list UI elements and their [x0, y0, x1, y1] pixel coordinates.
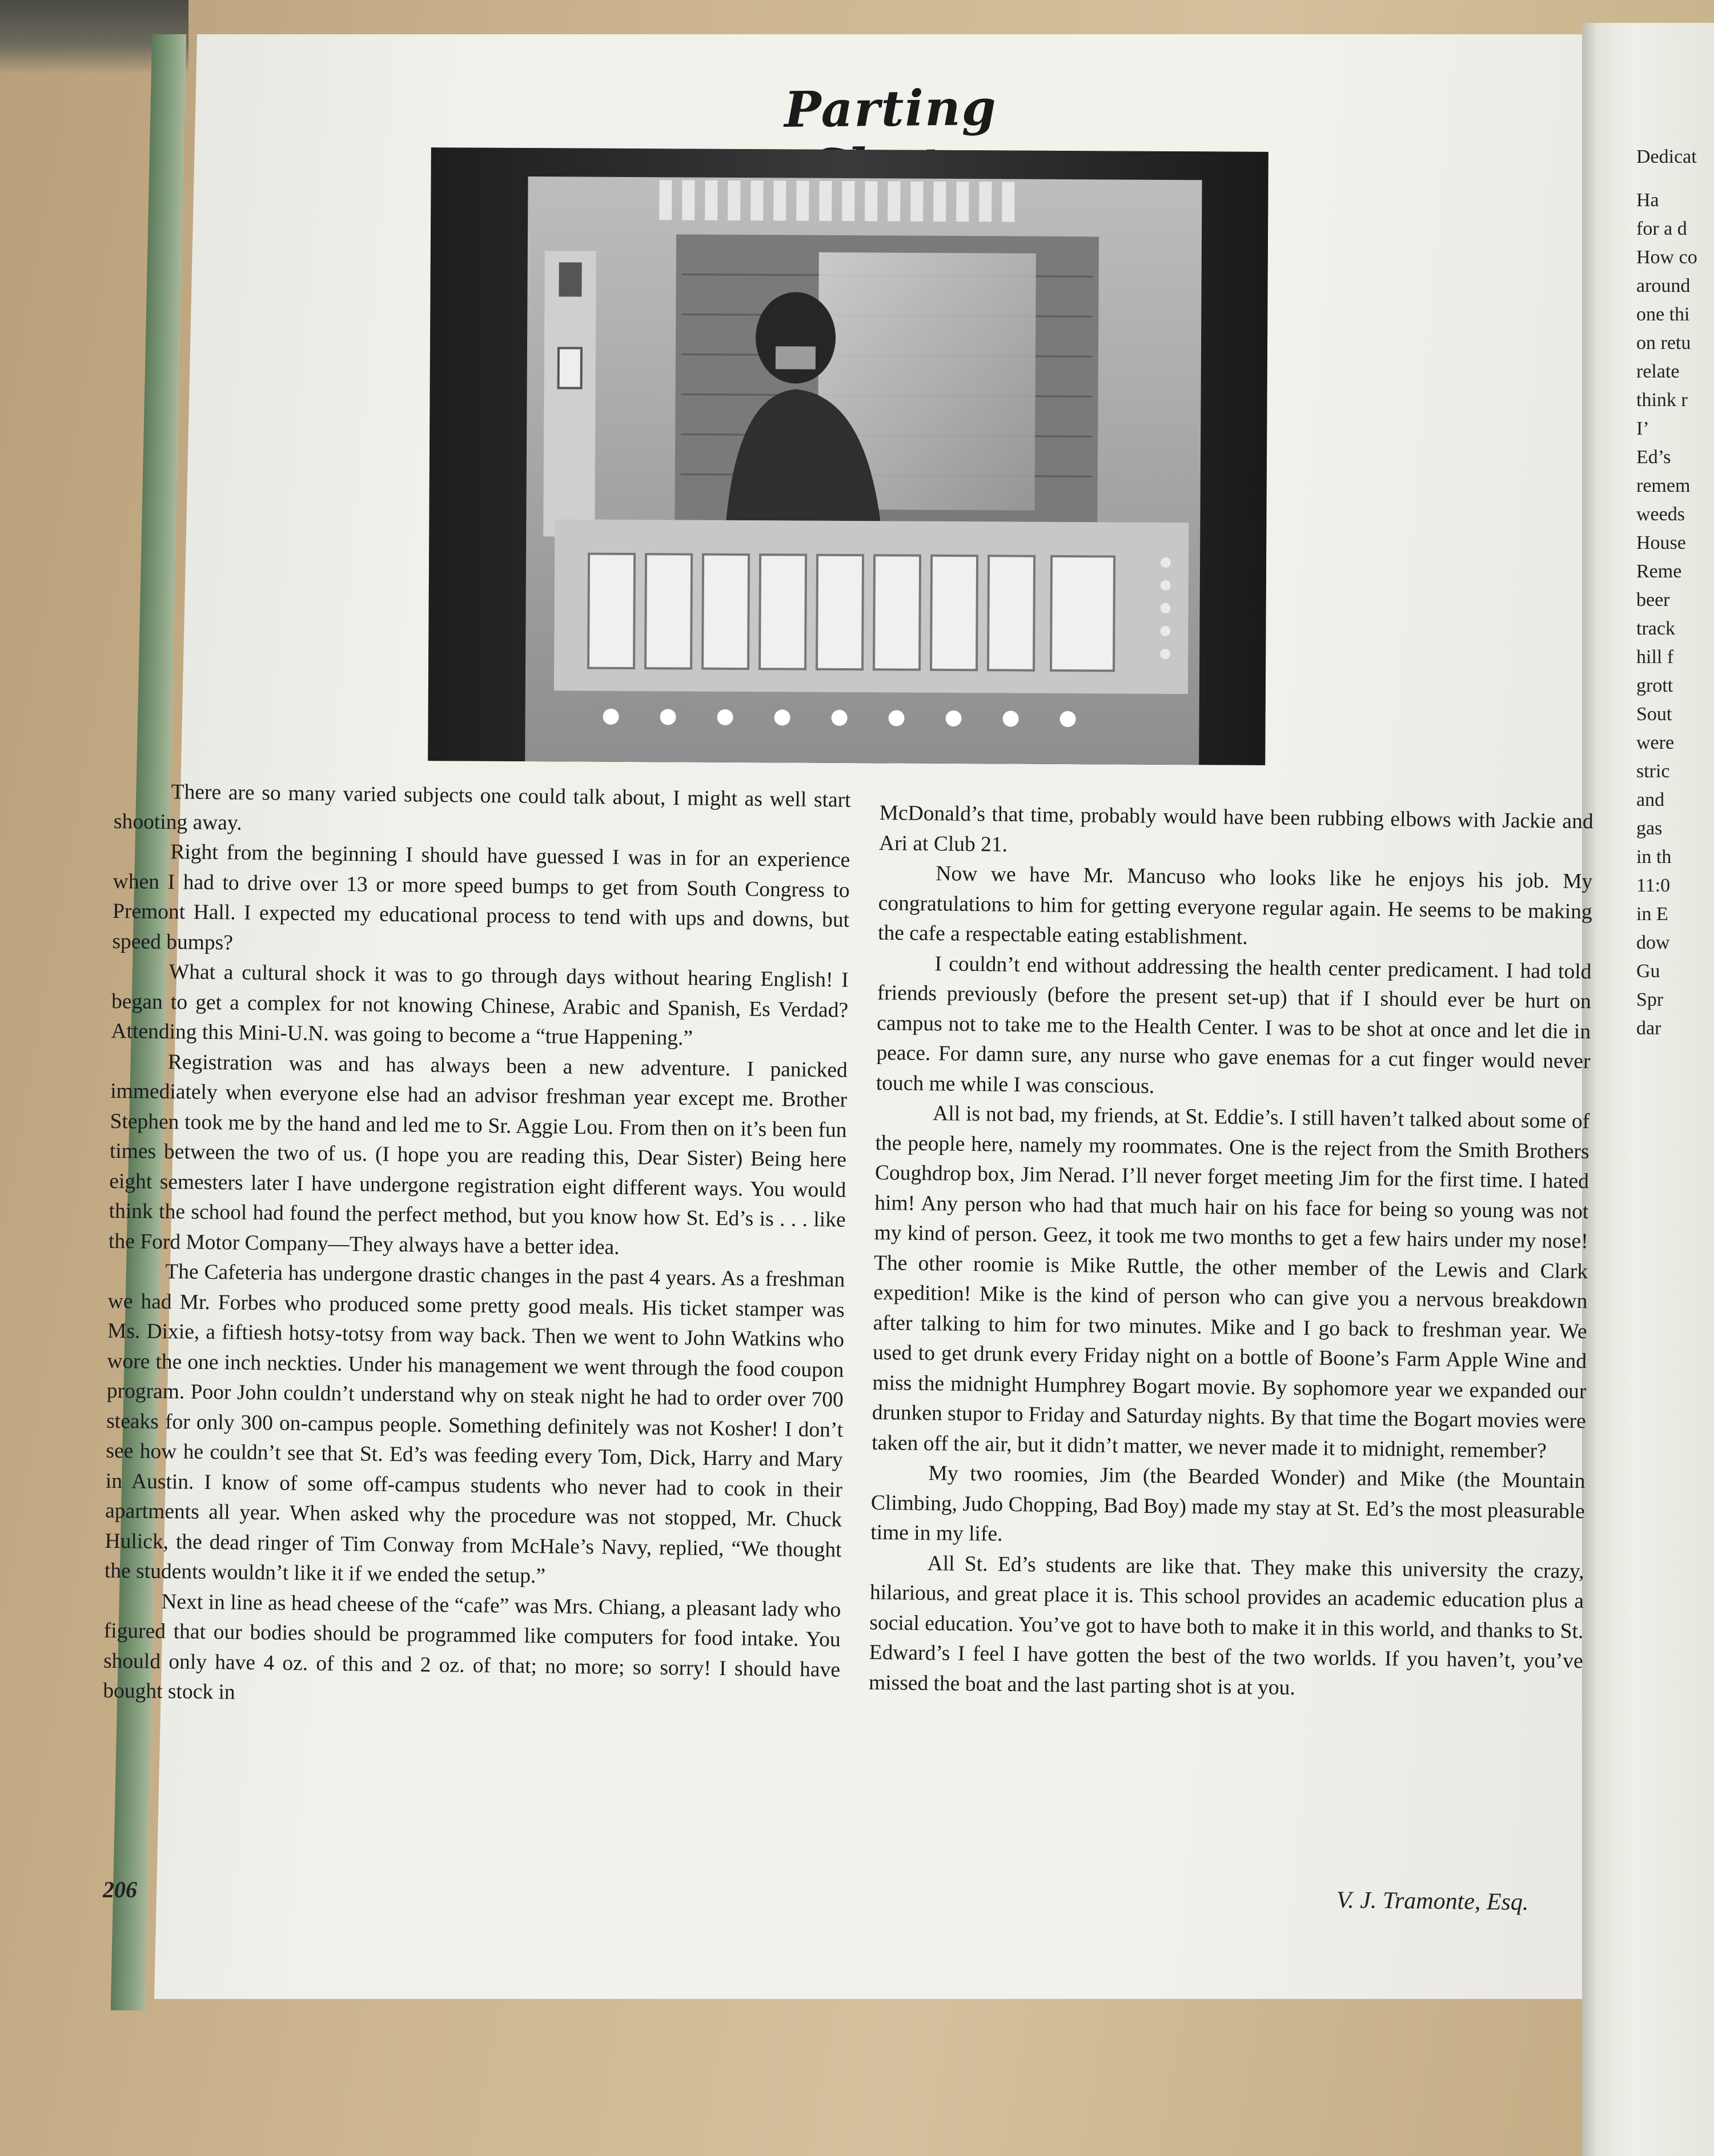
- facing-line: relate: [1636, 361, 1680, 382]
- facing-line: one thi: [1636, 304, 1690, 325]
- facing-line: hill f: [1636, 647, 1674, 668]
- paragraph: There are so many varied subjects one could talk about, I might as well start shooting away.: [113, 780, 851, 835]
- facing-line: were: [1636, 732, 1675, 753]
- photograph: [428, 147, 1269, 765]
- facing-line: dow: [1636, 932, 1670, 953]
- facing-line: Reme: [1636, 561, 1682, 582]
- facing-line: think r: [1636, 390, 1688, 411]
- facing-fragments: [1636, 186, 1714, 1043]
- vending-machine-photo: [428, 147, 1269, 765]
- paragraph: What a cultural shock it was to go through days without hearing English! I began to get a complex for not knowing Chinese, Arabic and Spanish, Es Verdad? Attending this Mini-U.N. was going to become a “true Happening.”: [111, 960, 849, 1050]
- facing-page-text: [1636, 143, 1714, 1043]
- facing-line: weeds: [1636, 504, 1685, 525]
- facing-line: House: [1636, 532, 1686, 553]
- paragraph: Next in line as head cheese of the “cafe” was Mrs. Chiang, a pleasant lady who figured that our bodies should be programmed like computers for food intake. You should only have 4 oz. of this and 2 oz. of that; no more; so sorry! I should have bought stock in: [103, 1589, 841, 1704]
- facing-line: dar: [1636, 1018, 1661, 1039]
- facing-line: beer: [1636, 589, 1670, 611]
- paragraph: Now we have Mr. Mancuso who looks like he enjoys his job. My congratulations to him for getting everyone regular again. He seems to be making the cafe a respectable eating establishment.: [877, 862, 1593, 949]
- facing-line: in E: [1636, 904, 1668, 925]
- facing-line: Ha: [1636, 190, 1659, 211]
- facing-line: stric: [1636, 761, 1670, 782]
- facing-line: for a d: [1636, 218, 1687, 239]
- left-column: [103, 777, 851, 1715]
- paragraph: My two roomies, Jim (the Bearded Wonder) and Mike (the Mountain Climbing, Judo Chopping, Bad Boy) made my stay at St. Ed’s the most pleasurable time in my life.: [870, 1462, 1585, 1546]
- page-number: 206: [103, 1877, 137, 1902]
- paragraph: The Cafeteria has undergone drastic changes in the past 4 years. As a freshman we had Mr. Forbes who produced some pretty good meals. His ticket stamper was Ms. Dixie, a fiftiesh hotsy-totsy from way back. Then we went to John Watkins who wore the one inch neckties. Under his management we went through the food coupon program. Poor John couldn’t understand why on steak night he had to order over 700 steaks for only 300 on-campus people. Something definitely was not Kosher! I don’t see how he couldn’t see that St. Ed’s was feeding every Tom, Dick, Harry and Mary in Austin. I know of some off-campus students who never had to cook in their apartments all year. When asked why the procedure was not stopped, Mr. Chuck Hulick, the dead ringer of Tim Conway from McHale’s Navy, replied, “We thought the students wouldn’t like it if we ended the setup.”: [104, 1260, 845, 1588]
- facing-line: 11:0: [1636, 875, 1671, 896]
- facing-line: track: [1636, 618, 1675, 639]
- author-signature: V. J. Tramonte, Esq.: [1336, 1886, 1529, 1916]
- page-title: Parting: [784, 79, 998, 139]
- paragraph: McDonald’s that time, probably would have been rubbing elbows with Jackie and Ari at Club 21.: [878, 801, 1593, 857]
- facing-line: and: [1636, 789, 1665, 810]
- paragraph: All is not bad, my friends, at St. Eddie’s. I still haven’t talked about some of the people here, namely my roommates. One is the reject from the Smith Brothers Coughdrop box, Jim Nerad. I’ll never forget meeting Jim for the first time. I hated him! Any person who had that much hair on his face for being so young was not my kind of person. Geez, it took me two months to get a few hairs under my nose! The other roomie is Mike Ruttle, the other member of the Lewis and Clark expedition! Mike is the kind of person who can give you a nervous breakdown after talking to him for two minutes. Mike and I go back to freshman year. We used to get drunk every Friday night on a bottle of Boone’s Farm Apple Wine and miss the midnight Humphrey Bogart movie. By sophomore year we expanded our drunken stupor to Friday and Saturday nights. By that time the Bogart movies were taken off the air, but it didn’t matter, we never made it to midnight, remember?: [871, 1102, 1590, 1463]
- facing-page: [1582, 23, 1714, 2156]
- facing-line: remem: [1636, 475, 1691, 496]
- paragraph: All St. Ed’s students are like that. They make this university the crazy, hilarious, and great place it is. This school provides an academic education plus a social education. You’ve got to have both to make it in this world, and thanks to St. Edward’s I feel I have gotten the best of the two worlds. If you haven’t, you’ve missed the boat and the last parting shot is at you.: [868, 1551, 1584, 1700]
- right-column: [869, 798, 1593, 1707]
- facing-line: in th: [1636, 846, 1672, 868]
- facing-line: grott: [1636, 675, 1673, 696]
- facing-line: gas: [1636, 818, 1663, 839]
- facing-line: Ed’s: [1636, 447, 1671, 468]
- paragraph: Right from the beginning I should have guessed I was in for an experience when I had to drive over 13 or more speed bumps to get from South Congress to Premont Hall. I expected my educational process to tend with ups and downs, but speed bumps?: [112, 840, 850, 955]
- facing-line: Sout: [1636, 704, 1672, 725]
- facing-line: Gu: [1636, 961, 1660, 982]
- paragraph: I couldn’t end without addressing the health center predicament. I had told friends previously (before the present set-up) that if I should ever be hurt on campus not to take me to the Health Center. I was to be shot at once and let die in peace. For damn sure, any nurse who gave enemas for a cut finger would never touch me while I was conscious.: [876, 951, 1592, 1098]
- paragraph: Registration was and has always been a new adventure. I panicked immediately when everyone else had an advisor freshman year except me. Brother Stephen took me by the hand and led me to Sr. Aggie Lou. From then on it’s been fun times between the two of us. (I hope you are reading this, Dear Sister) Being here eight semesters later I have undergone registration eight different ways. You would think the school had found the perfect method, but you know how St. Ed’s is . . . like the Ford Motor Company—They always have a better idea.: [108, 1050, 848, 1259]
- facing-line: Spr: [1636, 989, 1664, 1010]
- facing-line: How co: [1636, 247, 1697, 268]
- facing-line: I’: [1636, 418, 1649, 439]
- facing-line: around: [1636, 275, 1691, 296]
- facing-line: on retu: [1636, 332, 1691, 354]
- facing-heading: Dedicat: [1636, 146, 1697, 167]
